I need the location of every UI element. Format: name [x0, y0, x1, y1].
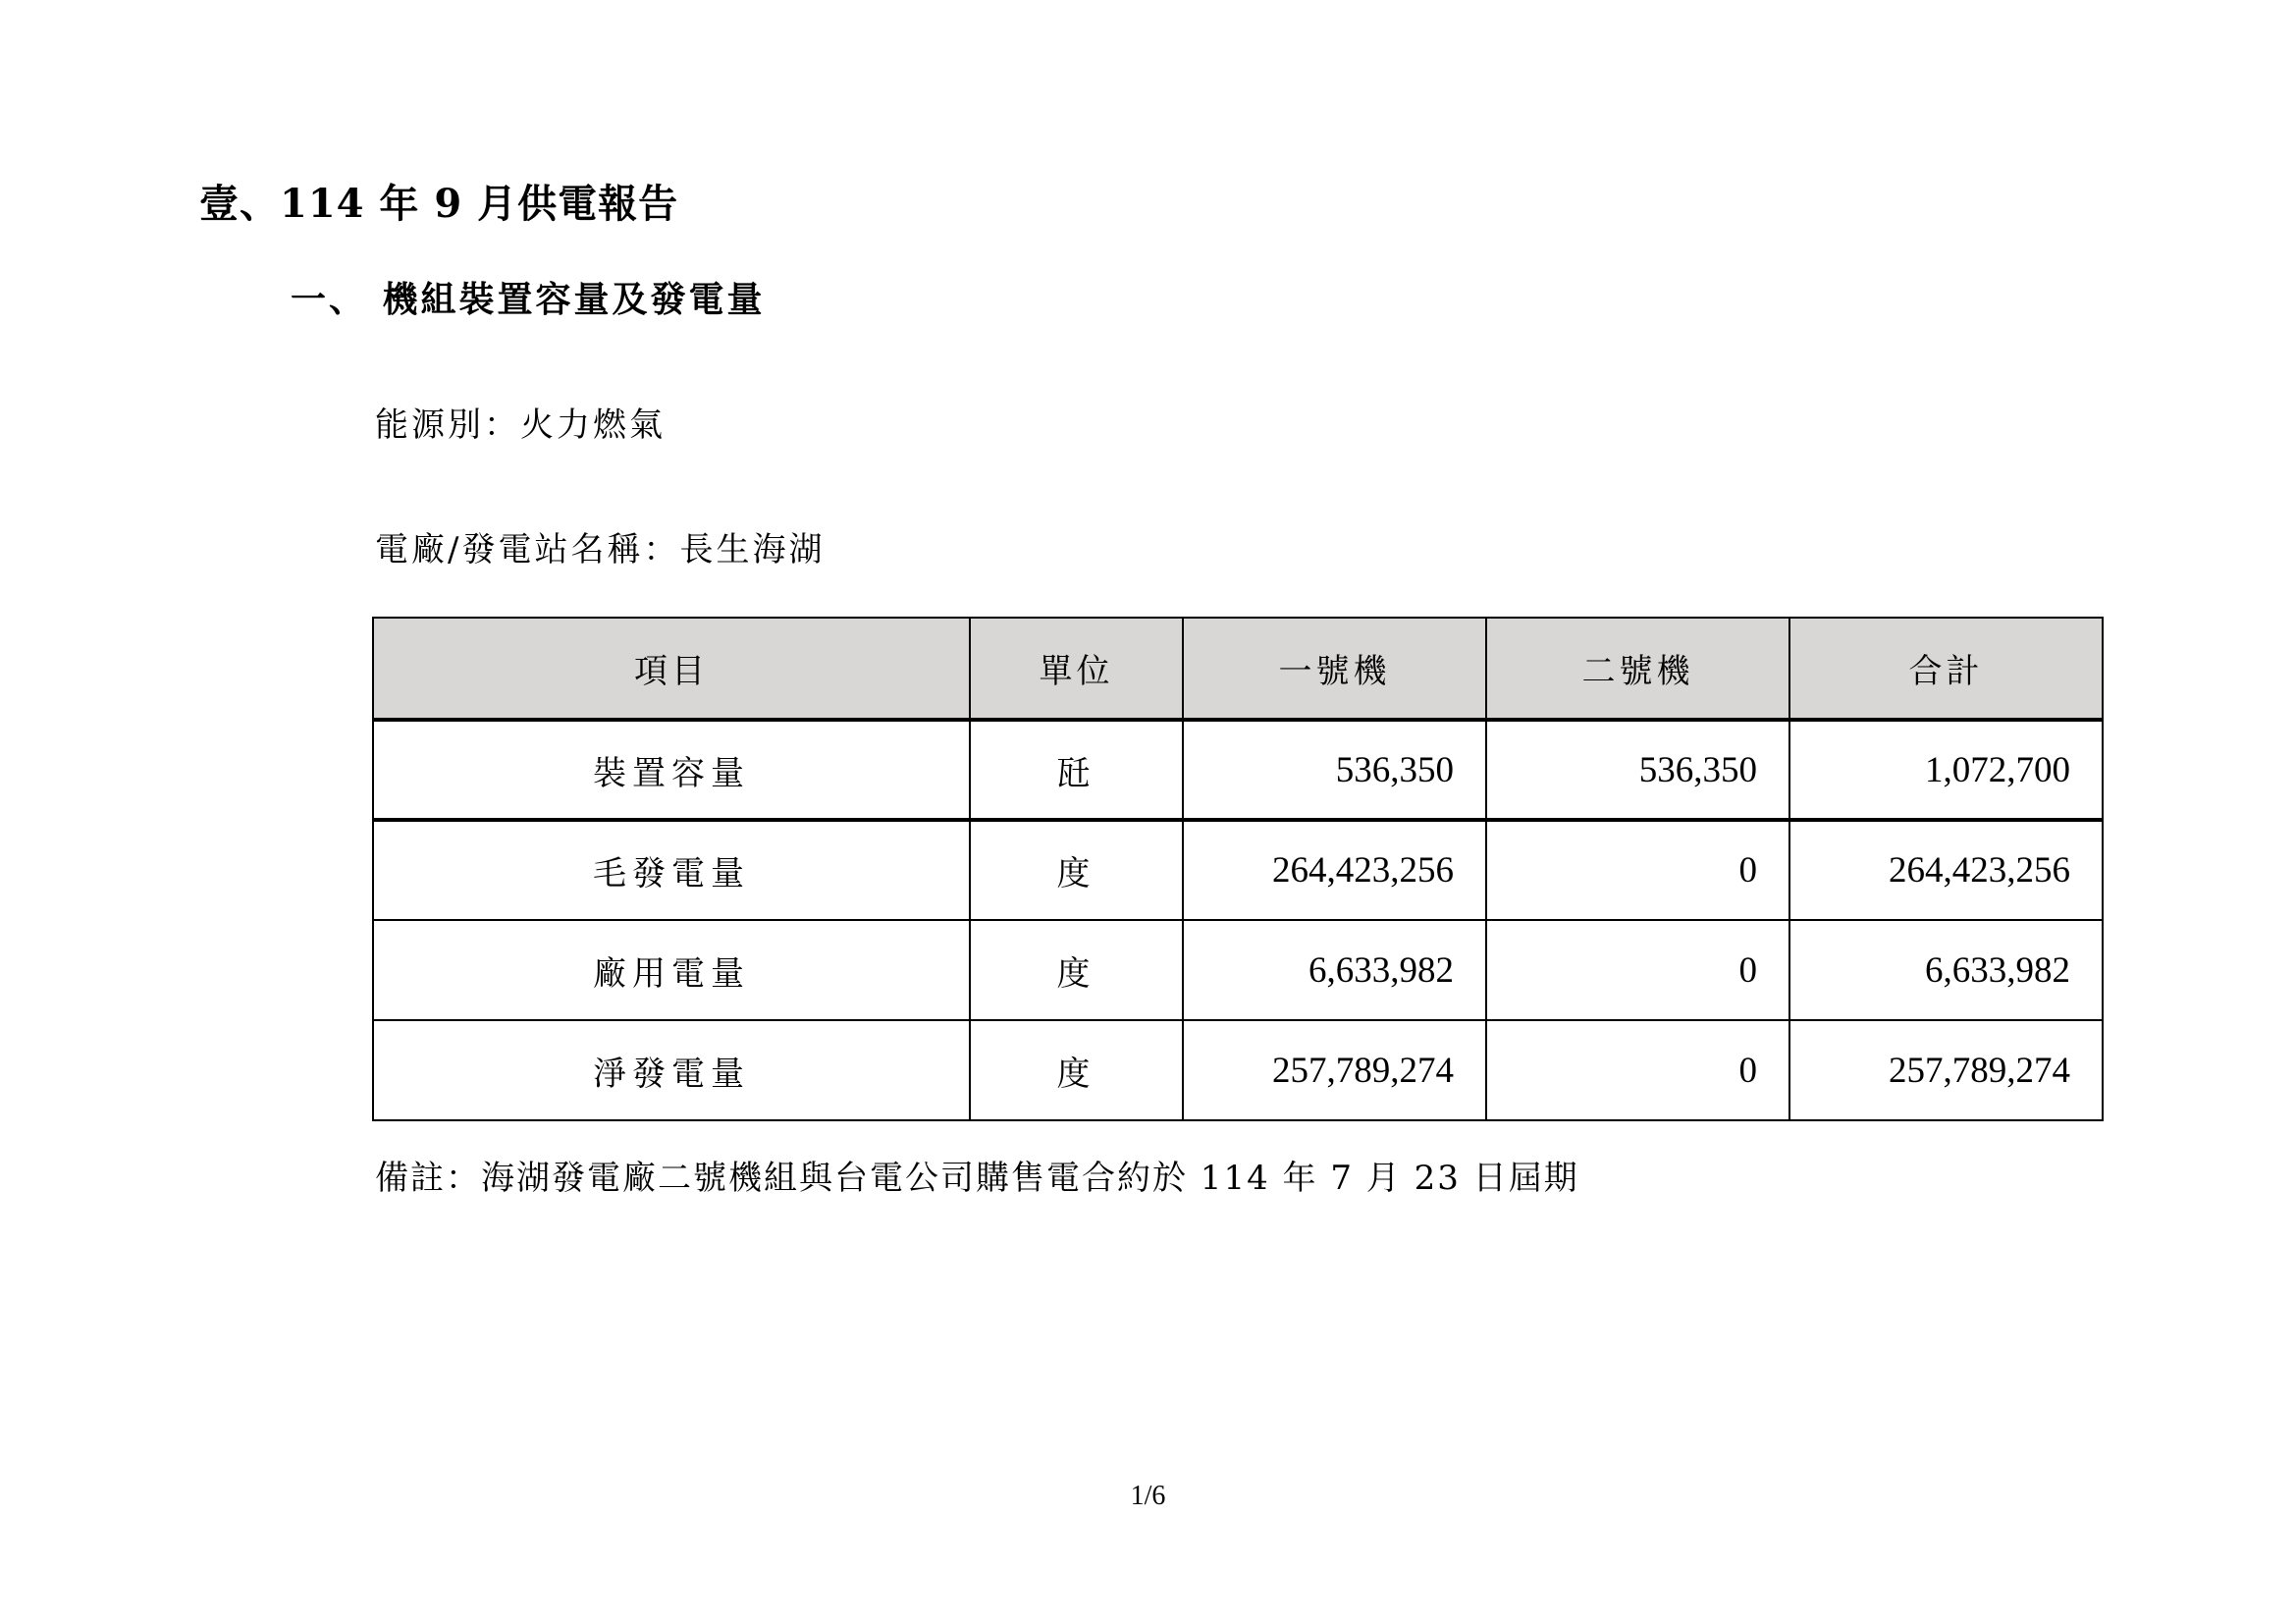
table-row	[373, 1020, 2103, 1120]
row-unit: 度	[970, 920, 1183, 1020]
table-header-row	[373, 618, 2103, 720]
row-unit: 瓩	[970, 720, 1183, 820]
row-unit-2-value: 0	[1486, 920, 1789, 1020]
row-total-value: 264,423,256	[1789, 820, 2103, 920]
header-unit: 單位	[970, 618, 1183, 720]
header-unit-2: 二號機	[1486, 618, 1789, 720]
header-item: 項目	[373, 618, 970, 720]
row-item: 裝置容量	[373, 720, 970, 820]
plant-name-line: 電廠/發電站名稱：長生海湖	[375, 530, 826, 569]
row-unit-1-value: 257,789,274	[1183, 1020, 1486, 1120]
table-row	[373, 820, 2103, 920]
footnote: 備註：海湖發電廠二號機組與台電公司購售電合約於 114 年 7 月 23 日屆期	[375, 1159, 1579, 1198]
row-unit-1-value: 6,633,982	[1183, 920, 1486, 1020]
row-unit-1-value: 264,423,256	[1183, 820, 1486, 920]
row-item: 淨發電量	[373, 1020, 970, 1120]
row-unit-2-value: 0	[1486, 820, 1789, 920]
page-title: 壹、114 年 9 月供電報告	[199, 181, 679, 227]
row-unit: 度	[970, 820, 1183, 920]
table-row	[373, 920, 2103, 1020]
row-total-value: 1,072,700	[1789, 720, 2103, 820]
row-unit: 度	[970, 1020, 1183, 1120]
energy-type-line: 能源別：火力燃氣	[375, 406, 666, 445]
section-heading: 一、 機組裝置容量及發電量	[291, 279, 766, 320]
row-total-value: 6,633,982	[1789, 920, 2103, 1020]
row-unit-1-value: 536,350	[1183, 720, 1486, 820]
page-number: 1/6	[1130, 1481, 1166, 1511]
row-unit-2-value: 0	[1486, 1020, 1789, 1120]
table-row	[373, 720, 2103, 820]
row-item: 廠用電量	[373, 920, 970, 1020]
row-total-value: 257,789,274	[1789, 1020, 2103, 1120]
header-unit-1: 一號機	[1183, 618, 1486, 720]
row-unit-2-value: 536,350	[1486, 720, 1789, 820]
header-total: 合計	[1789, 618, 2103, 720]
capacity-generation-table	[372, 617, 2104, 1121]
row-item: 毛發電量	[373, 820, 970, 920]
